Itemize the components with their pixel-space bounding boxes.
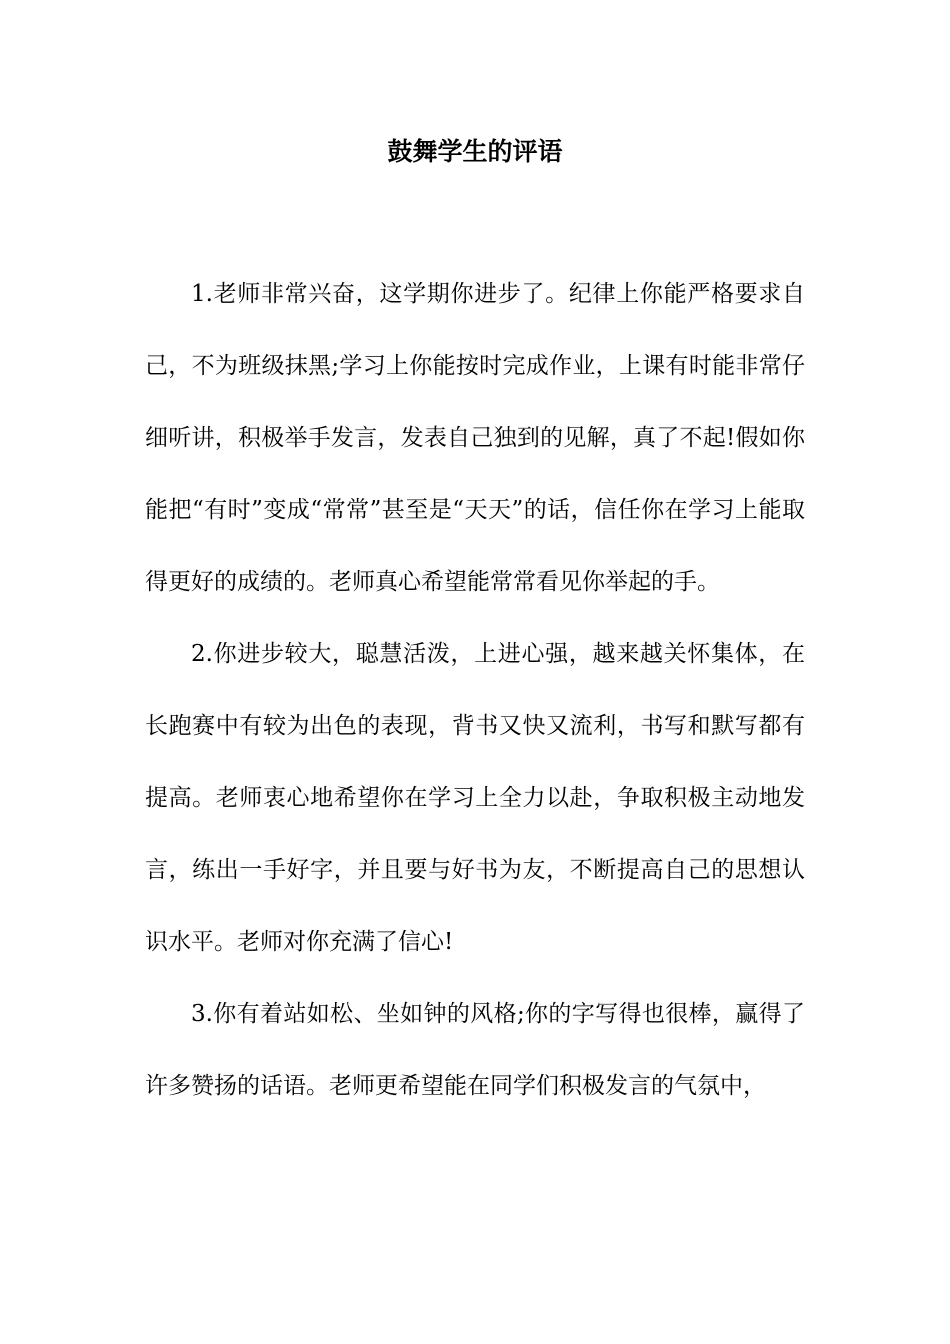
- paragraph-1: 1.老师非常兴奋，这学期你进步了。纪律上你能严格要求自己，不为班级抹黑;学习上你能按时完成作业，上课有时能非常仔细听讲，积极举手发言，发表自己独到的见解，真了不起!假如你能把“有时”变成“常常”甚至是“天天”的话，信任你在学习上能取得更好的成绩的。老师真心希望能常常看见你举起的手。: [145, 281, 805, 595]
- paragraph-2: 2.你进步较大，聪慧活泼，上进心强，越来越关怀集体，在长跑赛中有较为出色的表现，背书又快又流利，书写和默写都有提高。老师衷心地希望你在学习上全力以赴，争取积极主动地发言，练出一手好字，并且要与好书为友，不断提高自己的思想认识水平。老师对你充满了信心!: [145, 641, 805, 955]
- document-body: [145, 258, 805, 1122]
- document-title: 鼓舞学生的评语: [387, 137, 563, 166]
- paragraph-3: 3.你有着站如松、坐如钟的风格;你的字写得也很棒，赢得了许多赞扬的话语。老师更希望能在同学们积极发言的气氛中，: [145, 1001, 805, 1099]
